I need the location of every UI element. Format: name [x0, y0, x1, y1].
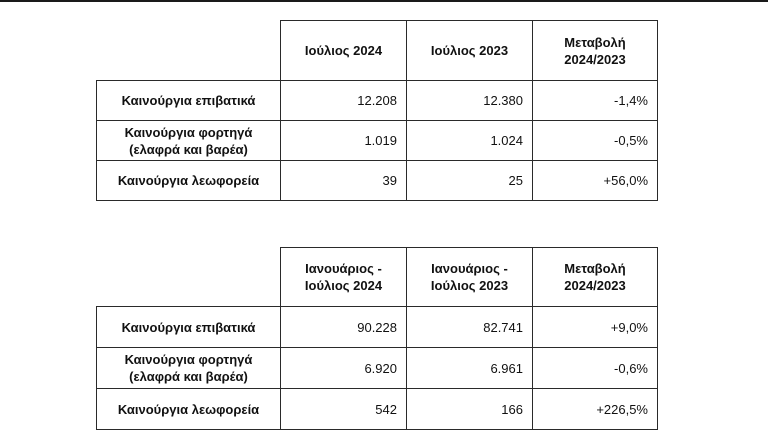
- change-cell: +56,0%: [533, 161, 658, 201]
- column-header: Ιούλιος 2023: [407, 21, 533, 81]
- table-row: [97, 81, 658, 121]
- table-row: [97, 307, 658, 348]
- value-cell: 39: [281, 161, 407, 201]
- value-cell: 542: [281, 389, 407, 430]
- value-cell: 25: [407, 161, 533, 201]
- column-header: Ιανουάριος - Ιούλιος 2024: [281, 248, 407, 307]
- value-cell: 1.019: [281, 121, 407, 161]
- value-cell: 12.380: [407, 81, 533, 121]
- column-header: Μεταβολή 2024/2023: [533, 21, 658, 81]
- row-label: Καινούργια λεωφορεία: [97, 389, 281, 430]
- january-july-comparison-table: [96, 247, 658, 430]
- table-header-row: [97, 248, 658, 307]
- row-label: Καινούργια φορτηγά (ελαφρά και βαρέα): [97, 348, 281, 389]
- value-cell: 12.208: [281, 81, 407, 121]
- table-row: [97, 389, 658, 430]
- table-row: [97, 121, 658, 161]
- empty-corner-cell: [97, 248, 281, 307]
- table-row: [97, 161, 658, 201]
- column-header: Μεταβολή 2024/2023: [533, 248, 658, 307]
- change-cell: +9,0%: [533, 307, 658, 348]
- row-label: Καινούργια επιβατικά: [97, 81, 281, 121]
- table-row: [97, 348, 658, 389]
- change-cell: -1,4%: [533, 81, 658, 121]
- change-cell: -0,6%: [533, 348, 658, 389]
- value-cell: 90.228: [281, 307, 407, 348]
- change-cell: +226,5%: [533, 389, 658, 430]
- column-header: Ιούλιος 2024: [281, 21, 407, 81]
- value-cell: 6.920: [281, 348, 407, 389]
- top-border-line: [0, 0, 768, 2]
- value-cell: 82.741: [407, 307, 533, 348]
- july-comparison-table: [96, 20, 658, 201]
- row-label: Καινούργια λεωφορεία: [97, 161, 281, 201]
- row-label: Καινούργια φορτηγά (ελαφρά και βαρέα): [97, 121, 281, 161]
- value-cell: 1.024: [407, 121, 533, 161]
- column-header: Ιανουάριος - Ιούλιος 2023: [407, 248, 533, 307]
- change-cell: -0,5%: [533, 121, 658, 161]
- value-cell: 6.961: [407, 348, 533, 389]
- value-cell: 166: [407, 389, 533, 430]
- table-header-row: [97, 21, 658, 81]
- empty-corner-cell: [97, 21, 281, 81]
- row-label: Καινούργια επιβατικά: [97, 307, 281, 348]
